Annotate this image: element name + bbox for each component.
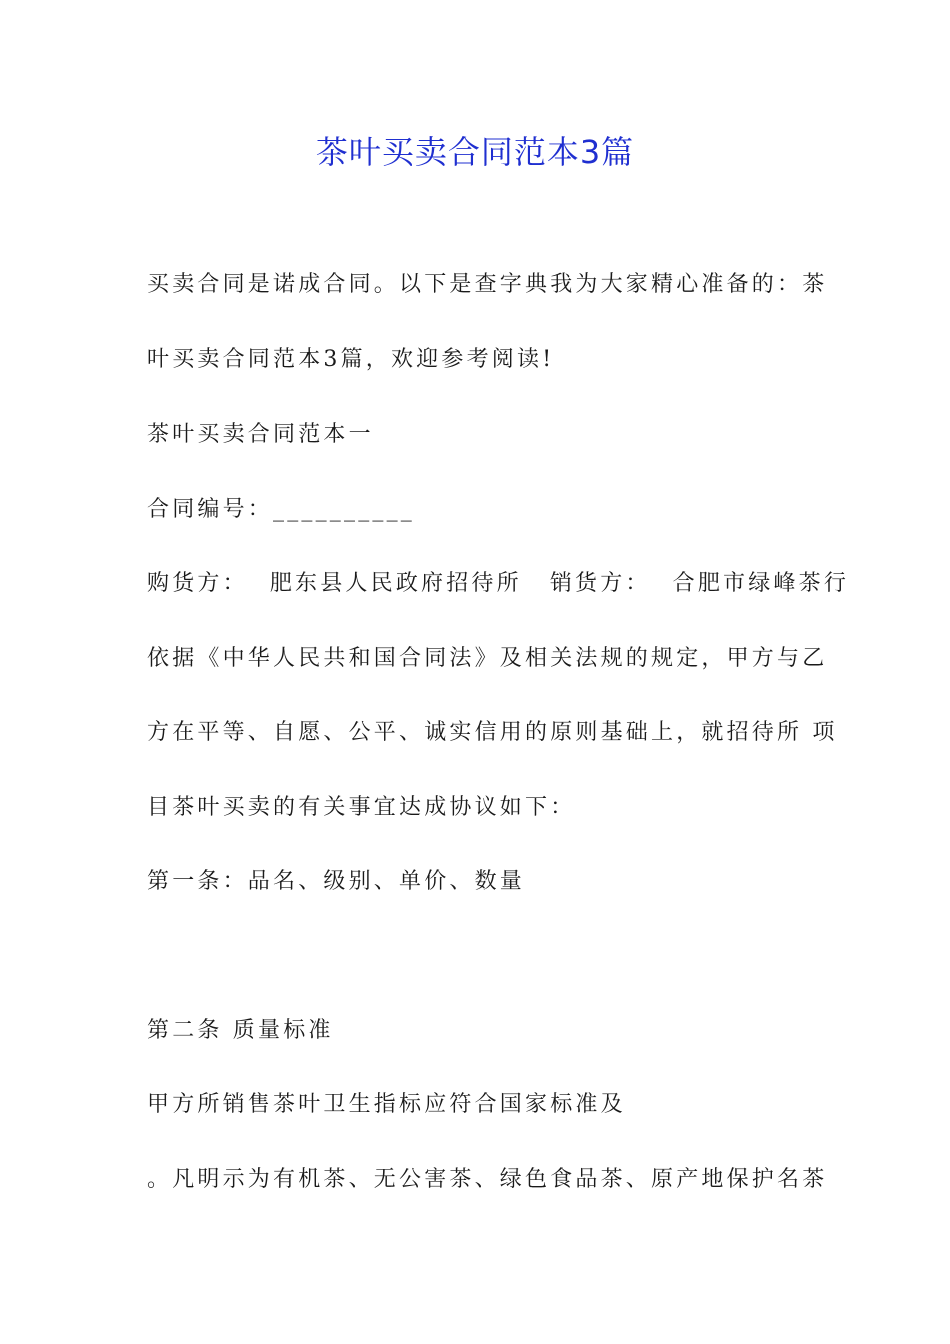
intro-line-1: 买卖合同是诺成合同。以下是查字典我为大家精心准备的：茶 bbox=[147, 272, 828, 297]
contract-heading: 茶叶买卖合同范本一 bbox=[147, 422, 374, 447]
body-line-4: 甲方所销售茶叶卫生指标应符合国家标准及 bbox=[147, 1092, 626, 1117]
seller-label: 销货方： bbox=[549, 571, 651, 596]
body-line-2: 方在平等、自愿、公平、诚实信用的原则基础上，就招待所 项 bbox=[147, 720, 838, 745]
body-line-1: 依据《中华人民共和国合同法》及相关法规的规定，甲方与乙 bbox=[147, 646, 828, 671]
body-line-5: 。凡明示为有机茶、无公害茶、绿色食品茶、原产地保护名茶 bbox=[147, 1167, 828, 1192]
body-line-3: 目茶叶买卖的有关事宜达成协议如下： bbox=[147, 795, 576, 820]
buyer-label: 购货方： bbox=[147, 571, 248, 596]
contract-number: 合同编号：__________ bbox=[147, 497, 416, 522]
document-title: 茶叶买卖合同范本3篇 bbox=[315, 133, 635, 171]
parties-line bbox=[147, 568, 849, 600]
article-2-heading: 第二条 质量标准 bbox=[147, 1018, 334, 1043]
intro-line-2: 叶买卖合同范本3篇，欢迎参考阅读! bbox=[147, 347, 555, 372]
article-1-heading: 第一条：品名、级别、单价、数量 bbox=[147, 869, 526, 894]
seller-name: 合肥市绿峰茶行 bbox=[672, 571, 850, 596]
buyer-name: 肥东县人民政府招待所 bbox=[269, 571, 522, 596]
